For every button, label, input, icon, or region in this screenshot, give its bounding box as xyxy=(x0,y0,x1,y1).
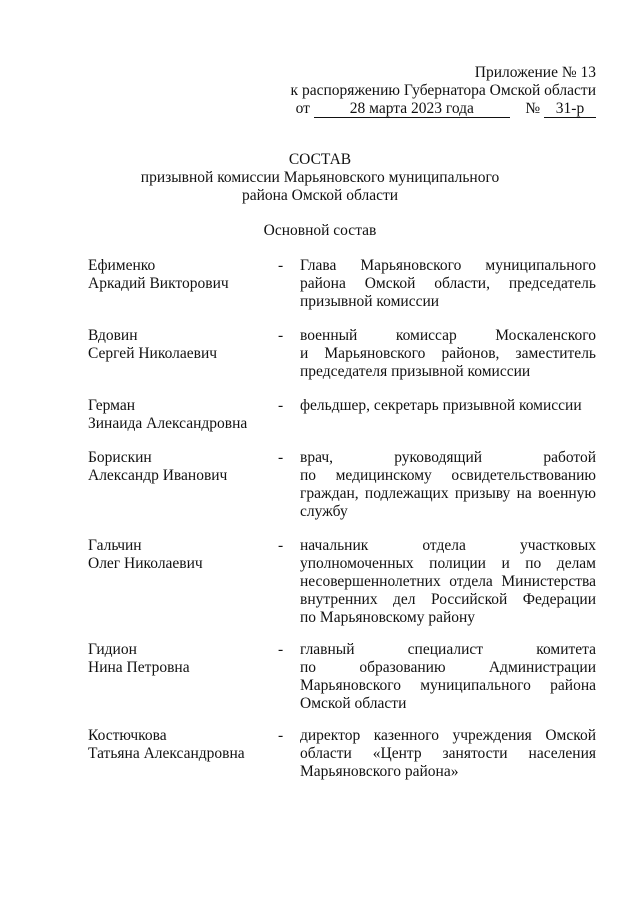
member-dash: - xyxy=(278,327,284,344)
member-name xyxy=(88,727,278,763)
role-line: по образованию Администрации xyxy=(300,659,596,676)
member-given-names: Олег Николаевич xyxy=(88,555,203,572)
member-surname: Костючкова xyxy=(88,727,167,744)
title-line-1: СОСТАВ xyxy=(288,151,352,168)
role-line: Глава Марьяновского муниципального xyxy=(300,257,596,274)
role-line: председателя призывной комиссии xyxy=(300,363,531,380)
member-role xyxy=(300,537,596,627)
role-line: призывной комиссии xyxy=(300,293,440,310)
role-line: области «Центр занятости населения xyxy=(300,745,596,762)
member-given-names: Аркадий Викторович xyxy=(88,275,229,292)
member-surname: Вдовин xyxy=(88,327,138,344)
member-name xyxy=(88,449,278,485)
member-given-names: Нина Петровна xyxy=(88,659,190,676)
appendix-order-reference: к распоряжению Губернатора Омской области xyxy=(290,82,596,99)
role-line: главный специалист комитета xyxy=(300,641,596,658)
member-name xyxy=(88,537,278,573)
member-role xyxy=(300,327,596,381)
role-line: внутренних дел Российской Федерации xyxy=(300,591,596,608)
member-role xyxy=(300,641,596,713)
member-role xyxy=(300,397,596,415)
member-surname: Ефименко xyxy=(88,257,156,274)
role-line: и Марьяновского районов, заместитель xyxy=(300,345,596,362)
member-name xyxy=(88,641,278,677)
member-role xyxy=(300,449,596,521)
role-line: врач, руководящий работой xyxy=(300,449,596,466)
role-line: начальник отдела участковых xyxy=(300,537,596,554)
role-line: Марьяновского муниципального района xyxy=(300,677,596,694)
member-surname: Борискин xyxy=(88,449,152,466)
member-given-names: Зинаида Александровна xyxy=(88,415,248,432)
section-heading: Основной состав xyxy=(263,222,377,239)
document-title xyxy=(0,151,640,205)
role-line: службу xyxy=(300,503,348,520)
title-line-2: призывной комиссии Марьяновского муниципального xyxy=(140,169,500,186)
member-name xyxy=(88,327,278,363)
role-line: Марьяновского района» xyxy=(300,763,459,780)
from-label: от xyxy=(295,100,310,117)
role-line: уполномоченных полиции и по делам xyxy=(300,555,596,572)
appendix-date-line xyxy=(291,100,596,118)
member-given-names: Александр Иванович xyxy=(88,467,228,484)
appendix-header xyxy=(291,64,596,118)
member-dash: - xyxy=(278,727,284,744)
order-number: 31-р xyxy=(544,101,596,118)
member-given-names: Татьяна Александровна xyxy=(88,745,245,762)
member-surname: Герман xyxy=(88,397,136,414)
member-dash: - xyxy=(278,397,284,414)
role-line: фельдшер, секретарь призывной комиссии xyxy=(300,397,582,414)
role-line: Омской области xyxy=(300,695,407,712)
role-line: директор казенного учреждения Омской xyxy=(300,727,596,744)
role-line: несовершеннолетних отдела Министерства xyxy=(300,573,596,590)
member-dash: - xyxy=(278,257,284,274)
title-line-3: района Омской области xyxy=(241,187,399,204)
role-line: по Марьяновскому району xyxy=(300,609,476,626)
appendix-number: Приложение № 13 xyxy=(474,64,596,81)
member-surname: Гидион xyxy=(88,641,137,658)
order-date: 28 марта 2023 года xyxy=(314,101,510,118)
role-line: по медицинскому освидетельствованию xyxy=(300,467,596,484)
member-name xyxy=(88,257,278,293)
number-label: № xyxy=(525,100,541,117)
role-line: граждан, подлежащих призыву на военную xyxy=(300,485,596,502)
member-role xyxy=(300,727,596,781)
member-surname: Гальчин xyxy=(88,537,142,554)
member-dash: - xyxy=(278,641,284,658)
role-line: района Омской области, председатель xyxy=(300,275,596,292)
member-role xyxy=(300,257,596,311)
member-given-names: Сергей Николаевич xyxy=(88,345,218,362)
member-name xyxy=(88,397,278,433)
member-dash: - xyxy=(278,537,284,554)
member-dash: - xyxy=(278,449,284,466)
role-line: военный комиссар Москаленского xyxy=(300,327,596,344)
